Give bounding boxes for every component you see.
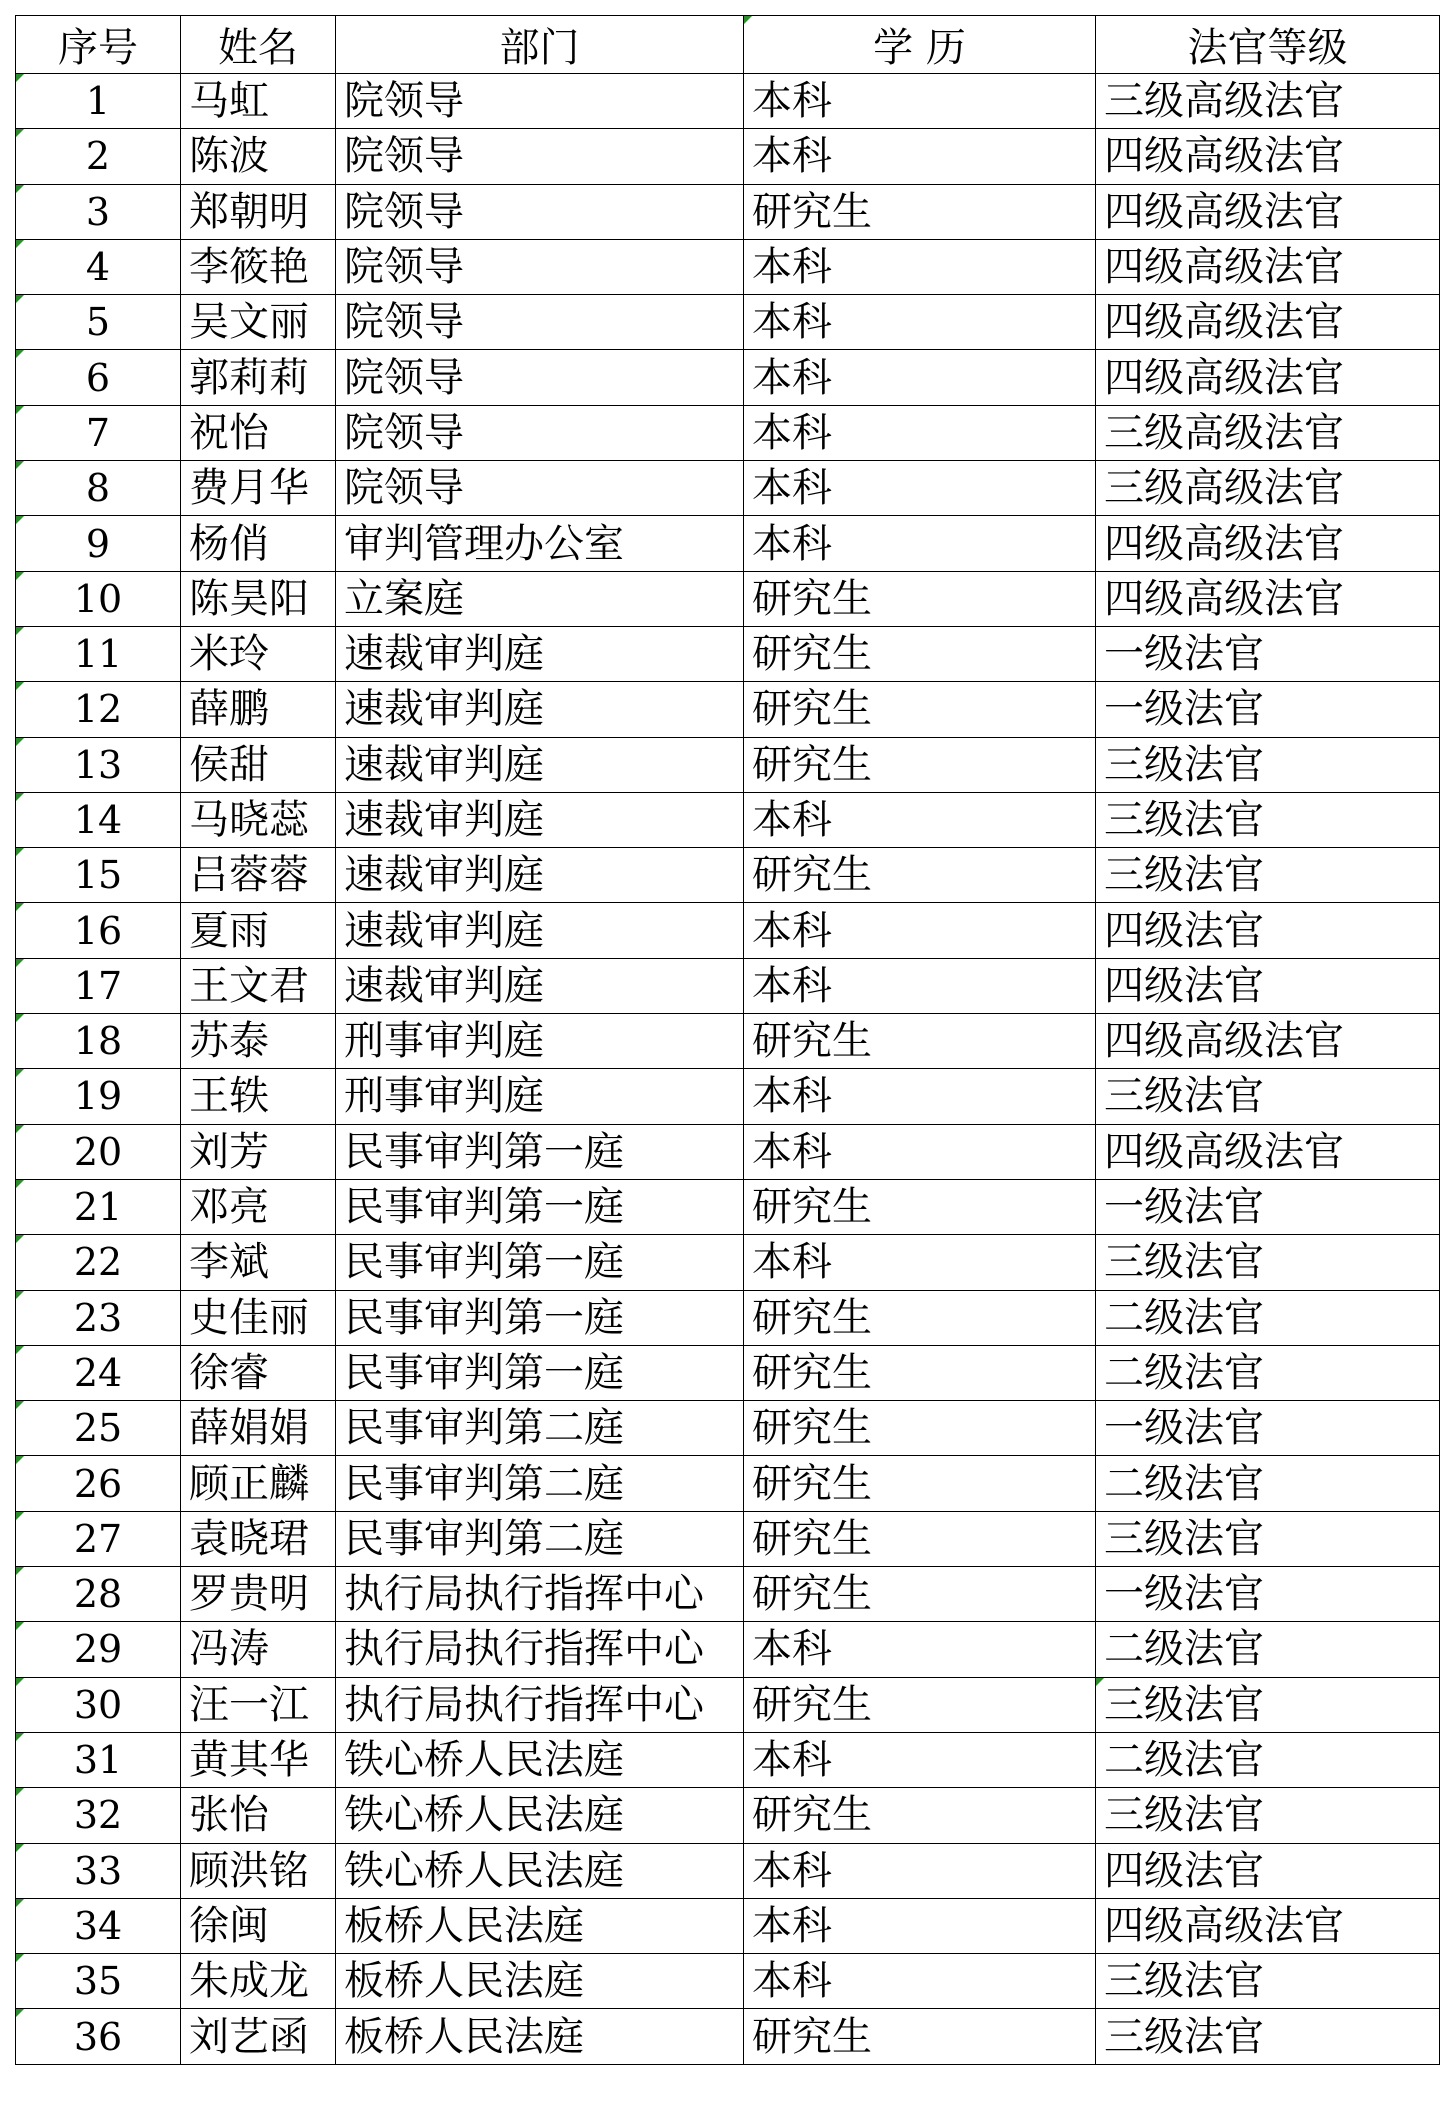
cell-no[interactable]: 23 <box>16 1290 181 1345</box>
table-row <box>16 1622 1440 1677</box>
cell-education[interactable]: 本科 <box>744 903 1096 958</box>
cell-no[interactable]: 34 <box>16 1898 181 1953</box>
cell-name[interactable]: 张怡 <box>181 1788 336 1843</box>
cell-judge-level[interactable]: 三级法官 <box>1096 1235 1440 1290</box>
cell-department[interactable]: 速裁审判庭 <box>336 848 744 903</box>
cell-judge-level[interactable]: 一级法官 <box>1096 1179 1440 1234</box>
cell-department[interactable]: 院领导 <box>336 129 744 184</box>
table-row <box>16 1069 1440 1124</box>
cell-no[interactable]: 20 <box>16 1124 181 1179</box>
cell-education[interactable]: 本科 <box>744 1069 1096 1124</box>
table-row <box>16 295 1440 350</box>
cell-department[interactable]: 民事审判第一庭 <box>336 1179 744 1234</box>
cell-name[interactable]: 杨俏 <box>181 516 336 571</box>
cell-judge-level[interactable]: 三级法官 <box>1096 1788 1440 1843</box>
cell-name[interactable]: 夏雨 <box>181 903 336 958</box>
cell-education[interactable]: 研究生 <box>744 1290 1096 1345</box>
cell-name[interactable]: 马晓蕊 <box>181 792 336 847</box>
table-row <box>16 129 1440 184</box>
table-row <box>16 1235 1440 1290</box>
header-row <box>16 16 1440 74</box>
table-row <box>16 350 1440 405</box>
cell-name[interactable]: 罗贵明 <box>181 1567 336 1622</box>
header-cell-no[interactable]: 序号 <box>16 16 181 74</box>
cell-judge-level[interactable]: 四级法官 <box>1096 1843 1440 1898</box>
cell-department[interactable]: 执行局执行指挥中心 <box>336 1622 744 1677</box>
cell-no[interactable]: 28 <box>16 1567 181 1622</box>
cell-no[interactable]: 14 <box>16 792 181 847</box>
table-row <box>16 903 1440 958</box>
table-row <box>16 1345 1440 1400</box>
cell-judge-level[interactable]: 三级法官 <box>1096 792 1440 847</box>
cell-no[interactable]: 3 <box>16 184 181 239</box>
cell-judge-level[interactable]: 一级法官 <box>1096 626 1440 681</box>
cell-no[interactable]: 24 <box>16 1345 181 1400</box>
cell-no[interactable]: 22 <box>16 1235 181 1290</box>
cell-department[interactable]: 民事审判第二庭 <box>336 1456 744 1511</box>
cell-name[interactable]: 吴文丽 <box>181 295 336 350</box>
cell-department[interactable]: 板桥人民法庭 <box>336 1898 744 1953</box>
cell-judge-level[interactable]: 四级高级法官 <box>1096 1124 1440 1179</box>
cell-department[interactable]: 速裁审判庭 <box>336 626 744 681</box>
cell-name[interactable]: 徐睿 <box>181 1345 336 1400</box>
cell-name[interactable]: 吕蓉蓉 <box>181 848 336 903</box>
cell-department[interactable]: 速裁审判庭 <box>336 958 744 1013</box>
cell-judge-level[interactable]: 一级法官 <box>1096 682 1440 737</box>
table-row <box>16 848 1440 903</box>
cell-no[interactable]: 36 <box>16 2009 181 2064</box>
cell-name[interactable]: 顾正麟 <box>181 1456 336 1511</box>
cell-name[interactable]: 米玲 <box>181 626 336 681</box>
cell-no[interactable]: 15 <box>16 848 181 903</box>
cell-name[interactable]: 陈波 <box>181 129 336 184</box>
cell-department[interactable]: 院领导 <box>336 74 744 129</box>
cell-education[interactable]: 研究生 <box>744 1345 1096 1400</box>
cell-department[interactable]: 院领导 <box>336 239 744 294</box>
cell-education[interactable]: 研究生 <box>744 1567 1096 1622</box>
cell-education[interactable]: 本科 <box>744 1732 1096 1787</box>
cell-department[interactable]: 院领导 <box>336 184 744 239</box>
cell-judge-level[interactable]: 四级高级法官 <box>1096 1014 1440 1069</box>
table-row <box>16 1179 1440 1234</box>
cell-no[interactable]: 6 <box>16 350 181 405</box>
cell-judge-level[interactable]: 三级法官 <box>1096 848 1440 903</box>
cell-no[interactable]: 1 <box>16 74 181 129</box>
cell-name[interactable]: 薛鹏 <box>181 682 336 737</box>
cell-education[interactable]: 研究生 <box>744 1179 1096 1234</box>
table-row <box>16 1954 1440 2009</box>
cell-education[interactable]: 研究生 <box>744 626 1096 681</box>
table-row <box>16 1843 1440 1898</box>
cell-judge-level[interactable]: 三级高级法官 <box>1096 74 1440 129</box>
cell-judge-level[interactable]: 四级法官 <box>1096 958 1440 1013</box>
cell-education[interactable]: 研究生 <box>744 682 1096 737</box>
cell-name[interactable]: 黄其华 <box>181 1732 336 1787</box>
table-row <box>16 958 1440 1013</box>
cell-education[interactable]: 研究生 <box>744 184 1096 239</box>
cell-judge-level[interactable]: 四级高级法官 <box>1096 184 1440 239</box>
table-row <box>16 1401 1440 1456</box>
cell-name[interactable]: 祝怡 <box>181 405 336 460</box>
cell-education[interactable]: 本科 <box>744 1898 1096 1953</box>
cell-judge-level[interactable]: 三级高级法官 <box>1096 461 1440 516</box>
cell-name[interactable]: 徐闽 <box>181 1898 336 1953</box>
cell-department[interactable]: 民事审判第一庭 <box>336 1235 744 1290</box>
cell-education[interactable]: 本科 <box>744 461 1096 516</box>
header-cell-judge-level[interactable]: 法官等级 <box>1096 16 1440 74</box>
cell-judge-level[interactable]: 三级法官 <box>1096 737 1440 792</box>
cell-judge-level[interactable]: 四级高级法官 <box>1096 571 1440 626</box>
cell-education[interactable]: 研究生 <box>744 1788 1096 1843</box>
table-row <box>16 239 1440 294</box>
cell-no[interactable]: 29 <box>16 1622 181 1677</box>
table-row <box>16 626 1440 681</box>
cell-name[interactable]: 侯甜 <box>181 737 336 792</box>
table-row <box>16 516 1440 571</box>
cell-no[interactable]: 30 <box>16 1677 181 1732</box>
cell-name[interactable]: 刘芳 <box>181 1124 336 1179</box>
cell-name[interactable]: 李筱艳 <box>181 239 336 294</box>
cell-name[interactable]: 刘艺函 <box>181 2009 336 2064</box>
cell-no[interactable]: 16 <box>16 903 181 958</box>
cell-judge-level[interactable]: 三级法官 <box>1096 1069 1440 1124</box>
cell-department[interactable]: 铁心桥人民法庭 <box>336 1788 744 1843</box>
cell-no[interactable]: 25 <box>16 1401 181 1456</box>
cell-department[interactable]: 院领导 <box>336 405 744 460</box>
table-row <box>16 405 1440 460</box>
table-row <box>16 1898 1440 1953</box>
cell-no[interactable]: 4 <box>16 239 181 294</box>
cell-department[interactable]: 铁心桥人民法庭 <box>336 1843 744 1898</box>
cell-name[interactable]: 邓亮 <box>181 1179 336 1234</box>
cell-judge-level[interactable]: 二级法官 <box>1096 1622 1440 1677</box>
cell-education[interactable]: 研究生 <box>744 1456 1096 1511</box>
table-row <box>16 184 1440 239</box>
cell-department[interactable]: 民事审判第一庭 <box>336 1290 744 1345</box>
cell-judge-level[interactable]: 四级高级法官 <box>1096 1898 1440 1953</box>
cell-no[interactable]: 32 <box>16 1788 181 1843</box>
cell-no[interactable]: 11 <box>16 626 181 681</box>
cell-judge-level[interactable]: 三级法官 <box>1096 2009 1440 2064</box>
table-row <box>16 2009 1440 2064</box>
cell-judge-level[interactable]: 四级高级法官 <box>1096 295 1440 350</box>
cell-name[interactable]: 汪一江 <box>181 1677 336 1732</box>
cell-no[interactable]: 19 <box>16 1069 181 1124</box>
cell-name[interactable]: 王轶 <box>181 1069 336 1124</box>
cell-education[interactable]: 本科 <box>744 958 1096 1013</box>
cell-education[interactable]: 研究生 <box>744 571 1096 626</box>
cell-department[interactable]: 民事审判第一庭 <box>336 1345 744 1400</box>
cell-judge-level[interactable]: 四级法官 <box>1096 903 1440 958</box>
cell-judge-level[interactable]: 三级法官 <box>1096 1677 1440 1732</box>
cell-name[interactable]: 冯涛 <box>181 1622 336 1677</box>
cell-no[interactable]: 18 <box>16 1014 181 1069</box>
cell-education[interactable]: 本科 <box>744 1843 1096 1898</box>
table-row <box>16 571 1440 626</box>
cell-name[interactable]: 费月华 <box>181 461 336 516</box>
cell-name[interactable]: 陈昊阳 <box>181 571 336 626</box>
cell-judge-level[interactable]: 四级高级法官 <box>1096 239 1440 294</box>
judge-roster-table <box>15 15 1440 2065</box>
cell-department[interactable]: 板桥人民法庭 <box>336 1954 744 2009</box>
cell-department[interactable]: 速裁审判庭 <box>336 737 744 792</box>
cell-department[interactable]: 速裁审判庭 <box>336 903 744 958</box>
cell-judge-level[interactable]: 三级法官 <box>1096 1511 1440 1566</box>
cell-name[interactable]: 李斌 <box>181 1235 336 1290</box>
cell-name[interactable]: 朱成龙 <box>181 1954 336 2009</box>
cell-judge-level[interactable]: 一级法官 <box>1096 1401 1440 1456</box>
table-row <box>16 1567 1440 1622</box>
cell-education[interactable]: 本科 <box>744 1954 1096 2009</box>
cell-judge-level[interactable]: 二级法官 <box>1096 1345 1440 1400</box>
cell-name[interactable]: 马虹 <box>181 74 336 129</box>
cell-education[interactable]: 本科 <box>744 792 1096 847</box>
cell-no[interactable]: 31 <box>16 1732 181 1787</box>
cell-education[interactable]: 本科 <box>744 350 1096 405</box>
cell-education[interactable]: 研究生 <box>744 1014 1096 1069</box>
cell-department[interactable]: 刑事审判庭 <box>336 1014 744 1069</box>
cell-judge-level[interactable]: 四级高级法官 <box>1096 129 1440 184</box>
cell-name[interactable]: 薛娟娟 <box>181 1401 336 1456</box>
table-row <box>16 74 1440 129</box>
cell-name[interactable]: 王文君 <box>181 958 336 1013</box>
cell-education[interactable]: 本科 <box>744 239 1096 294</box>
table-row <box>16 1511 1440 1566</box>
cell-no[interactable]: 9 <box>16 516 181 571</box>
cell-education[interactable]: 本科 <box>744 405 1096 460</box>
cell-no[interactable]: 2 <box>16 129 181 184</box>
cell-no[interactable]: 27 <box>16 1511 181 1566</box>
cell-education[interactable]: 研究生 <box>744 1677 1096 1732</box>
cell-department[interactable]: 民事审判第二庭 <box>336 1401 744 1456</box>
table-row <box>16 737 1440 792</box>
cell-department[interactable]: 执行局执行指挥中心 <box>336 1567 744 1622</box>
cell-department[interactable]: 速裁审判庭 <box>336 792 744 847</box>
cell-education[interactable]: 研究生 <box>744 1401 1096 1456</box>
header-cell-department[interactable]: 部门 <box>336 16 744 74</box>
cell-name[interactable]: 顾洪铭 <box>181 1843 336 1898</box>
cell-education[interactable]: 本科 <box>744 516 1096 571</box>
cell-department[interactable]: 民事审判第二庭 <box>336 1511 744 1566</box>
cell-department[interactable]: 铁心桥人民法庭 <box>336 1732 744 1787</box>
cell-name[interactable]: 郑朝明 <box>181 184 336 239</box>
cell-no[interactable]: 17 <box>16 958 181 1013</box>
table-row <box>16 1014 1440 1069</box>
cell-name[interactable]: 史佳丽 <box>181 1290 336 1345</box>
cell-judge-level[interactable]: 三级高级法官 <box>1096 405 1440 460</box>
cell-no[interactable]: 26 <box>16 1456 181 1511</box>
cell-no[interactable]: 12 <box>16 682 181 737</box>
cell-department[interactable]: 院领导 <box>336 461 744 516</box>
cell-education[interactable]: 研究生 <box>744 1511 1096 1566</box>
cell-no[interactable]: 13 <box>16 737 181 792</box>
cell-department[interactable]: 板桥人民法庭 <box>336 2009 744 2064</box>
table-row <box>16 682 1440 737</box>
table-row <box>16 792 1440 847</box>
cell-department[interactable]: 院领导 <box>336 350 744 405</box>
cell-department[interactable]: 执行局执行指挥中心 <box>336 1677 744 1732</box>
cell-department[interactable]: 立案庭 <box>336 571 744 626</box>
cell-name[interactable]: 袁晓珺 <box>181 1511 336 1566</box>
cell-no[interactable]: 5 <box>16 295 181 350</box>
cell-department[interactable]: 刑事审判庭 <box>336 1069 744 1124</box>
cell-education[interactable]: 本科 <box>744 1235 1096 1290</box>
cell-department[interactable]: 院领导 <box>336 295 744 350</box>
table-row <box>16 1788 1440 1843</box>
table-header <box>16 16 1440 74</box>
cell-department[interactable]: 民事审判第一庭 <box>336 1124 744 1179</box>
header-cell-education[interactable]: 学 历 <box>744 16 1096 74</box>
cell-department[interactable]: 速裁审判庭 <box>336 682 744 737</box>
table-row <box>16 1456 1440 1511</box>
cell-education[interactable]: 本科 <box>744 1124 1096 1179</box>
cell-education[interactable]: 研究生 <box>744 737 1096 792</box>
cell-judge-level[interactable]: 二级法官 <box>1096 1732 1440 1787</box>
cell-education[interactable]: 本科 <box>744 129 1096 184</box>
table-body <box>16 74 1440 2065</box>
cell-department[interactable]: 审判管理办公室 <box>336 516 744 571</box>
cell-education[interactable]: 本科 <box>744 1622 1096 1677</box>
cell-no[interactable]: 8 <box>16 461 181 516</box>
cell-judge-level[interactable]: 一级法官 <box>1096 1567 1440 1622</box>
cell-name[interactable]: 郭莉莉 <box>181 350 336 405</box>
cell-education[interactable]: 研究生 <box>744 848 1096 903</box>
cell-judge-level[interactable]: 四级高级法官 <box>1096 516 1440 571</box>
cell-no[interactable]: 10 <box>16 571 181 626</box>
cell-education[interactable]: 研究生 <box>744 2009 1096 2064</box>
cell-no[interactable]: 33 <box>16 1843 181 1898</box>
table-row <box>16 1290 1440 1345</box>
cell-no[interactable]: 35 <box>16 1954 181 2009</box>
table-row <box>16 1677 1440 1732</box>
table-row <box>16 1732 1440 1787</box>
cell-name[interactable]: 苏泰 <box>181 1014 336 1069</box>
table-row <box>16 461 1440 516</box>
cell-no[interactable]: 21 <box>16 1179 181 1234</box>
table-row <box>16 1124 1440 1179</box>
cell-education[interactable]: 本科 <box>744 74 1096 129</box>
cell-judge-level[interactable]: 四级高级法官 <box>1096 350 1440 405</box>
cell-no[interactable]: 7 <box>16 405 181 460</box>
cell-judge-level[interactable]: 三级法官 <box>1096 1954 1440 2009</box>
header-cell-name[interactable]: 姓名 <box>181 16 336 74</box>
cell-judge-level[interactable]: 二级法官 <box>1096 1456 1440 1511</box>
cell-education[interactable]: 本科 <box>744 295 1096 350</box>
cell-judge-level[interactable]: 二级法官 <box>1096 1290 1440 1345</box>
